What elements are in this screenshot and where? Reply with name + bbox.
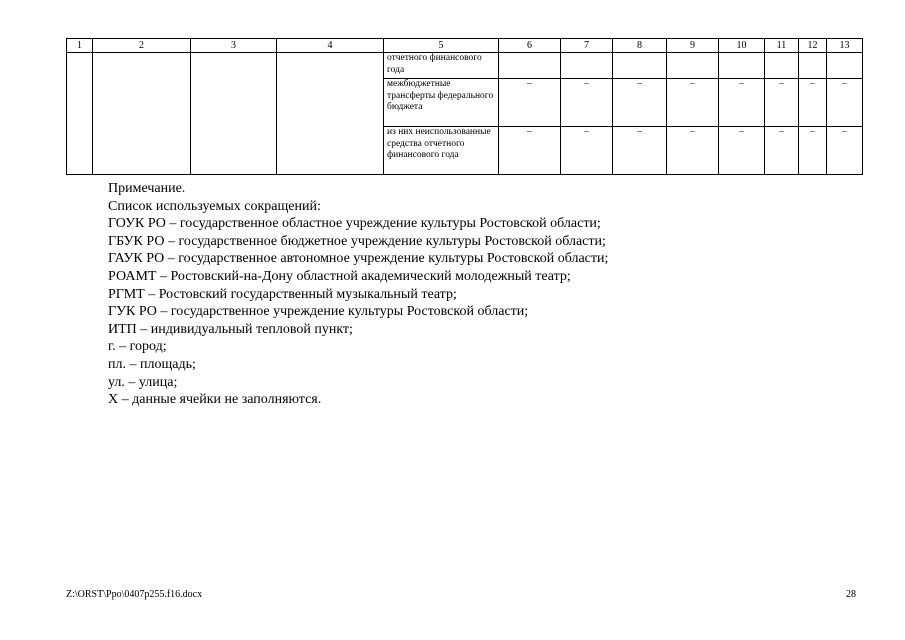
row-description: межбюджетные трансферты федерального бюджета: [384, 79, 499, 127]
abbreviations-title: Список используемых сокращений:: [108, 198, 321, 214]
table-cell: [499, 53, 561, 79]
table-cell: –: [561, 127, 613, 175]
table-cell: [799, 53, 827, 79]
budget-table: [66, 38, 863, 175]
table-cell: –: [799, 127, 827, 175]
abbreviation-item: г. – город;: [108, 339, 167, 355]
abbreviation-item: ГАУК РО – государственное автономное учреждение культуры Ростовской области;: [108, 251, 609, 267]
table-header-row: [67, 39, 863, 53]
abbreviation-item: ГБУК РО – государственное бюджетное учреждение культуры Ростовской области;: [108, 233, 606, 249]
column-header: 7: [561, 39, 613, 53]
table-cell: [667, 53, 719, 79]
column-header: 6: [499, 39, 561, 53]
table-cell: [561, 53, 613, 79]
table-cell: [67, 53, 93, 175]
table-cell: –: [667, 79, 719, 127]
abbreviation-item: ул. – улица;: [108, 374, 178, 390]
table-cell: [191, 53, 277, 175]
column-header: 13: [827, 39, 863, 53]
table-cell: –: [613, 127, 667, 175]
abbreviation-item: РОАМТ – Ростовский-на-Дону областной академический молодежный театр;: [108, 268, 571, 284]
abbreviation-item: пл. – площадь;: [108, 356, 196, 372]
column-header: 2: [93, 39, 191, 53]
table-cell: –: [719, 79, 765, 127]
table-cell: [827, 53, 863, 79]
column-header: 12: [799, 39, 827, 53]
abbreviation-item: ГОУК РО – государственное областное учреждение культуры Ростовской области;: [108, 216, 601, 232]
table-cell: –: [499, 127, 561, 175]
page-number: 28: [846, 589, 856, 600]
table-cell: [613, 53, 667, 79]
table-cell: –: [613, 79, 667, 127]
notes-title: Примечание.: [108, 181, 186, 196]
abbreviation-item: РГМТ – Ростовский государственный музыкальный театр;: [108, 286, 457, 302]
column-header: 8: [613, 39, 667, 53]
column-header: 9: [667, 39, 719, 53]
table-cell: –: [765, 79, 799, 127]
table-cell: [719, 53, 765, 79]
table-row: [67, 53, 863, 79]
column-header: 5: [384, 39, 499, 53]
table-cell: [277, 53, 384, 175]
row-description: отчетного финансового года: [384, 53, 499, 79]
footer-file-path: Z:\ORST\Ppo\0407p255.f16.docx: [66, 589, 203, 600]
column-header: 1: [67, 39, 93, 53]
table-cell: [93, 53, 191, 175]
table-cell: –: [719, 127, 765, 175]
table-cell: –: [765, 127, 799, 175]
table-cell: –: [561, 79, 613, 127]
row-description: из них неиспользованные средства отчетного финансового года: [384, 127, 499, 175]
table-cell: –: [499, 79, 561, 127]
table-cell: –: [667, 127, 719, 175]
table-cell: –: [827, 79, 863, 127]
column-header: 3: [191, 39, 277, 53]
column-header: 10: [719, 39, 765, 53]
table-cell: [765, 53, 799, 79]
abbreviation-item: ГУК РО – государственное учреждение культуры Ростовской области;: [108, 304, 529, 320]
column-header: 11: [765, 39, 799, 53]
table-cell: –: [827, 127, 863, 175]
table-cell: –: [799, 79, 827, 127]
notes-section: [108, 180, 808, 409]
abbreviation-item: ИТП – индивидуальный тепловой пункт;: [108, 321, 353, 337]
abbreviation-item: Х – данные ячейки не заполняются.: [108, 392, 322, 408]
column-header: 4: [277, 39, 384, 53]
